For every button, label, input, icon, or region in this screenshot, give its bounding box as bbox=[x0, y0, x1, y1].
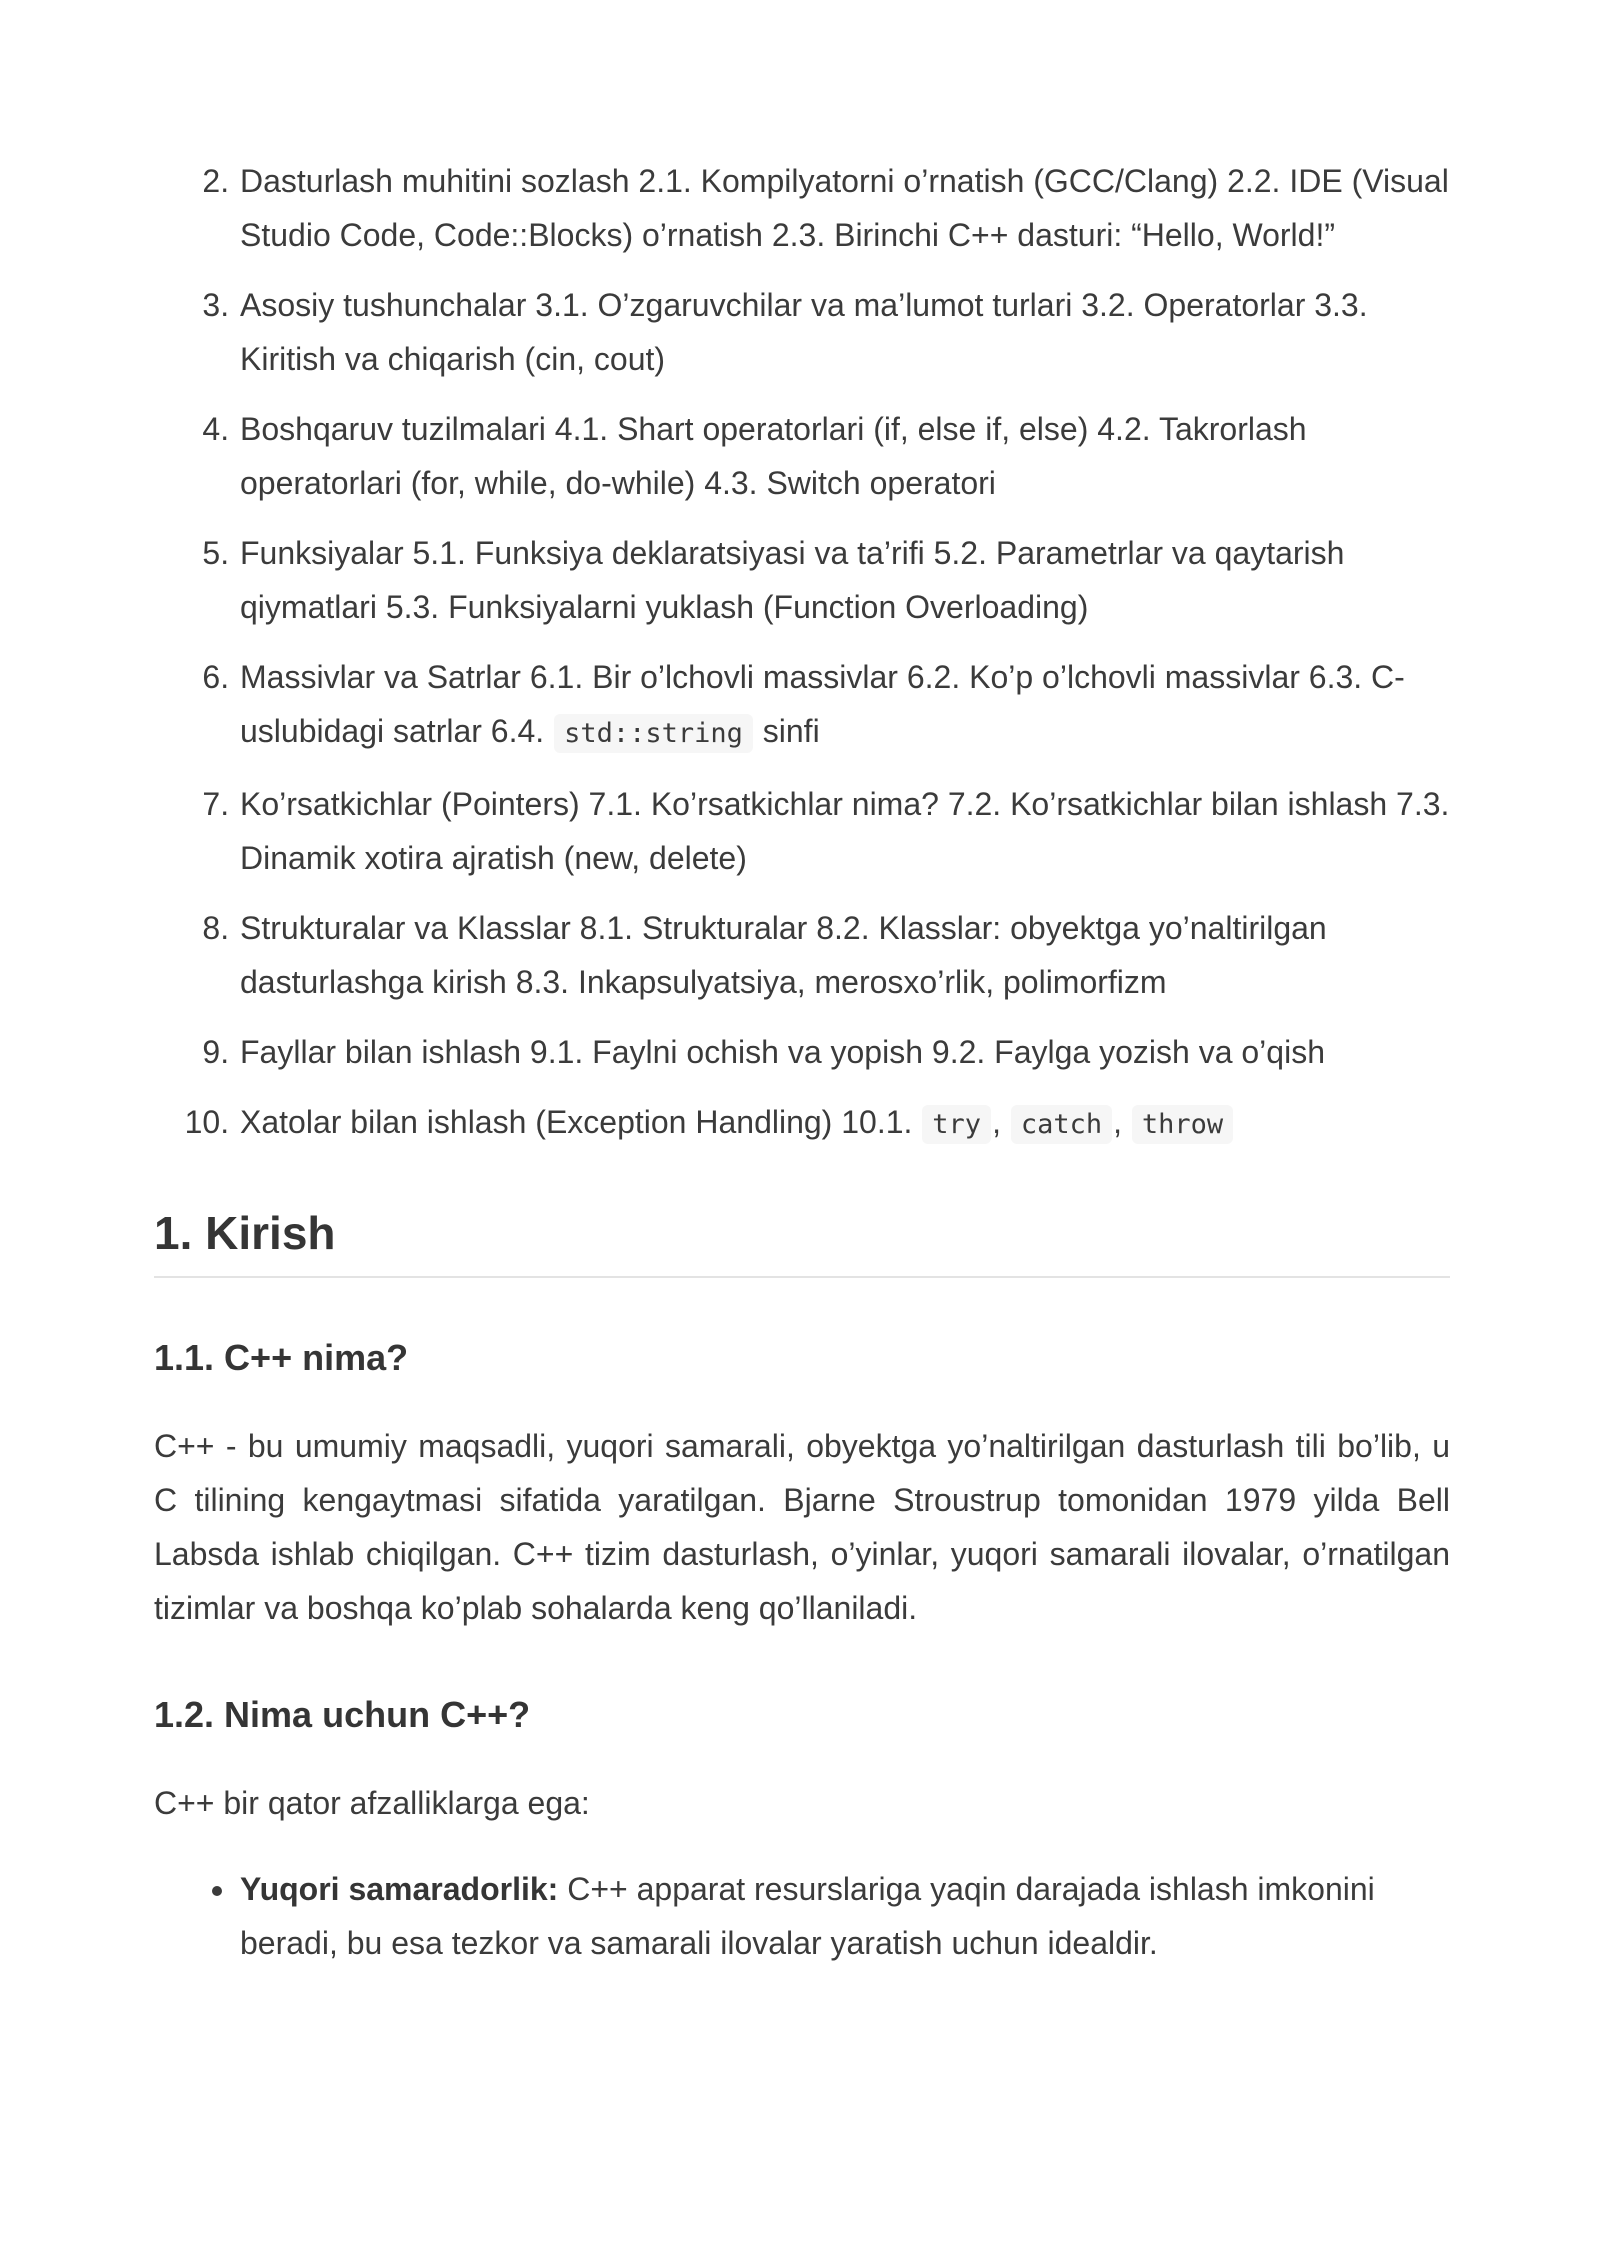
toc-item-text: Dasturlash muhitini sozlash 2.1. Kompilyatorni o’rnatish (GCC/Clang) 2.2. IDE (Visual Studio Code, Code::Blocks) o’rnatish 2.3. Birinchi C++ dasturi: “Hello, World!” bbox=[240, 163, 1449, 253]
toc-item-text: , bbox=[992, 1104, 1010, 1140]
toc-item bbox=[238, 1025, 1450, 1079]
paragraph-cpp-nima: C++ - bu umumiy maqsadli, yuqori samarali, obyektga yo’naltirilgan dasturlash tili bo’lib, u C tilining kengaytmasi sifatida yaratilgan. Bjarne Stroustrup tomonidan 1979 yilda Bell Labsda ishlab chiqilgan. C++ tizim dasturlash, o’yinlar, yuqori samarali ilovalar, o’rnatilgan tizimlar va boshqa ko’plab sohalarda keng qo’llaniladi. bbox=[154, 1428, 1450, 1626]
toc-item bbox=[238, 402, 1450, 510]
inline-code: throw bbox=[1132, 1105, 1233, 1144]
toc-item-text: , bbox=[1113, 1104, 1131, 1140]
toc-item-text: Funksiyalar 5.1. Funksiya deklaratsiyasi va ta’rifi 5.2. Parametrlar va qaytarish qiymatlari 5.3. Funksiyalarni yuklash (Function Overloading) bbox=[240, 535, 1345, 625]
toc-item-text: Massivlar va Satrlar 6.1. Bir o’lchovli massivlar 6.2. Ko’p o’lchovli massivlar 6.3. C-uslubidagi satrlar 6.4. bbox=[240, 659, 1405, 749]
paragraph-advantages-intro: C++ bir qator afzalliklarga ega: bbox=[154, 1785, 590, 1821]
toc-item-text: Strukturalar va Klasslar 8.1. Strukturalar 8.2. Klasslar: obyektga yo’naltirilgan dasturlashga kirish 8.3. Inkapsulyatsiya, merosxo’rlik, polimorfizm bbox=[240, 910, 1327, 1000]
toc-item-text: Ko’rsatkichlar (Pointers) 7.1. Ko’rsatkichlar nima? 7.2. Ko’rsatkichlar bilan ishlash 7.3. Dinamik xotira ajratish (new, delete) bbox=[240, 786, 1450, 876]
toc-item-text: Asosiy tushunchalar 3.1. O’zgaruvchilar va ma’lumot turlari 3.2. Operatorlar 3.3. Kiritish va chiqarish (cin, cout) bbox=[240, 287, 1368, 377]
toc-item-text: Fayllar bilan ishlash 9.1. Faylni ochish va yopish 9.2. Faylga yozish va o’qish bbox=[240, 1034, 1325, 1070]
toc-item bbox=[238, 901, 1450, 1009]
inline-code: catch bbox=[1011, 1105, 1112, 1144]
advantage-text: C++ apparat resurslariga yaqin darajada ishlash imkonini beradi, bu esa tezkor va samarali ilovalar yaratish uchun idealdir. bbox=[240, 1871, 1375, 1961]
toc-item bbox=[238, 154, 1450, 262]
toc-item bbox=[238, 650, 1450, 761]
inline-code: try bbox=[922, 1105, 991, 1144]
section-heading-kirish: 1. Kirish bbox=[154, 1204, 1450, 1278]
toc-item bbox=[238, 777, 1450, 885]
subsection-heading-1-1: 1.1. C++ nima? bbox=[154, 1337, 409, 1378]
subsection-heading-1-2: 1.2. Nima uchun C++? bbox=[154, 1694, 531, 1735]
toc-item-text: Xatolar bilan ishlash (Exception Handling) 10.1. bbox=[240, 1104, 922, 1140]
toc-list bbox=[154, 154, 1450, 1152]
toc-item-text: sinfi bbox=[753, 713, 820, 749]
toc-item-text: Boshqaruv tuzilmalari 4.1. Shart operatorlari (if, else if, else) 4.2. Takrorlash operatorlari (for, while, do-while) 4.3. Switch operatori bbox=[240, 411, 1307, 501]
inline-code: std::string bbox=[554, 714, 753, 753]
advantage-item bbox=[238, 1862, 1450, 1970]
advantages-list bbox=[154, 1862, 1450, 1970]
toc-item bbox=[238, 1095, 1450, 1152]
advantage-lead: Yuqori samaradorlik: bbox=[240, 1871, 559, 1907]
toc-item bbox=[238, 526, 1450, 634]
toc-item bbox=[238, 278, 1450, 386]
